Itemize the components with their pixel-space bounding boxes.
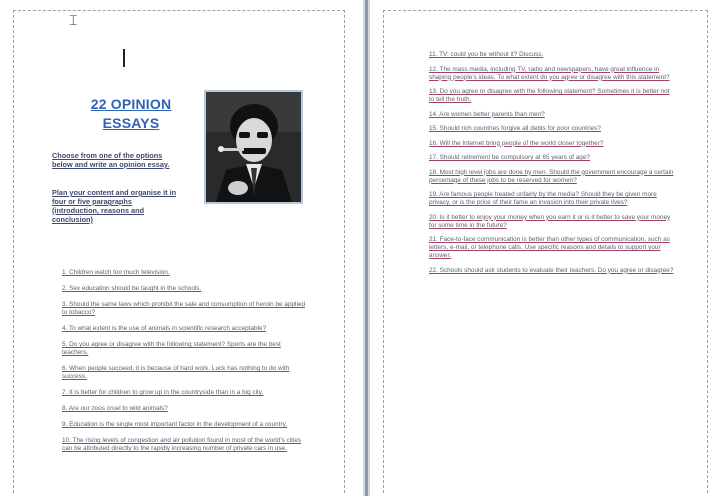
list-item: 8. Are our zoos cruel to wild animals? bbox=[62, 405, 168, 412]
title-line-1: 22 OPINION bbox=[90, 96, 172, 112]
list-item: 22. Schools should ask students to evaluate their teachers. Do you agree or disagree? bbox=[429, 266, 674, 274]
list-item: 16. Will the Internet bring people of the world closer together? bbox=[429, 139, 604, 147]
list-item: 18. Most high level jobs are done by men. Should the government encourage a certain percentage of these jobs to be reserved for women? bbox=[429, 168, 674, 184]
essay-list-page-2 bbox=[429, 51, 674, 281]
list-item: 12. The mass media, including TV, radio and newspapers, have great influence in shaping people's ideas. To what extent do you agree or disagree with this statement? bbox=[429, 65, 670, 81]
list-item: 6. When people succeed, it is because of hard work. Luck has nothing to do with success. bbox=[62, 365, 290, 380]
text-cursor-icon: ⌶ bbox=[69, 12, 78, 28]
list-item: 17. Should retirement be compulsory at 65 years of age? bbox=[429, 154, 590, 161]
list-item: 2. Sex education should be taught in the schools. bbox=[62, 285, 202, 292]
instructions-plan: Plan your content and organise it in four or five paragraphs (introduction, reasons and conclusion) bbox=[52, 188, 177, 224]
list-item: 13. Do you agree or disagree with the following statement? Sometimes it is better not to tell the truth. bbox=[429, 88, 670, 103]
list-item: 7. It is better for children to grow up in the countryside than in a big city. bbox=[62, 389, 264, 396]
list-item: 5. Do you agree or disagree with the following statement? Sports are the best teachers. bbox=[62, 341, 281, 356]
photo-illustration bbox=[206, 92, 301, 202]
list-item: 21. Face-to-face communication is better than other types of communication, such as letters, e-mail, or telephone calls. Use specific reasons and details to support your answer. bbox=[429, 236, 670, 259]
list-item: 20. Is it better to enjoy your money when you earn it or is it better to save your money for some time in the future? bbox=[429, 213, 671, 229]
author-photo bbox=[204, 90, 303, 204]
instructions-choose: Choose from one of the options below and write an opinion essay. bbox=[52, 151, 170, 169]
document-title bbox=[56, 95, 206, 133]
list-item: 9. Education is the single most important factor in the development of a country. bbox=[62, 421, 288, 428]
page-2 bbox=[383, 10, 708, 493]
list-item: 14. Are women better parents than men? bbox=[429, 110, 545, 118]
list-item: 4. To what extent is the use of animals in scientific research acceptable? bbox=[62, 325, 267, 332]
list-item: 19. Are famous people treated unfairly by the media? Should they be given more privacy, or is the price of their fame an invasion into their private lives? bbox=[429, 191, 657, 206]
essay-list-page-1 bbox=[62, 269, 306, 461]
text-caret bbox=[123, 49, 125, 67]
list-item: 10. The rising levels of congestion and air pollution found in most of the world's cities can be attributed directly to the rapidly increasing number of private cars in use. bbox=[62, 437, 302, 452]
title-line-2: ESSAYS bbox=[102, 115, 160, 131]
list-item: 11. TV: could you be without it? Discuss. bbox=[429, 51, 544, 58]
list-item: 1. Children watch too much television. bbox=[62, 269, 170, 276]
page-1 bbox=[13, 10, 345, 493]
page-divider-line bbox=[365, 0, 368, 496]
list-item: 3. Should the same laws which prohibit the sale and consumption of heroin be applied to tobacco? bbox=[62, 301, 305, 316]
list-item: 15. Should rich countries forgive all debts for poor countries? bbox=[429, 125, 601, 132]
